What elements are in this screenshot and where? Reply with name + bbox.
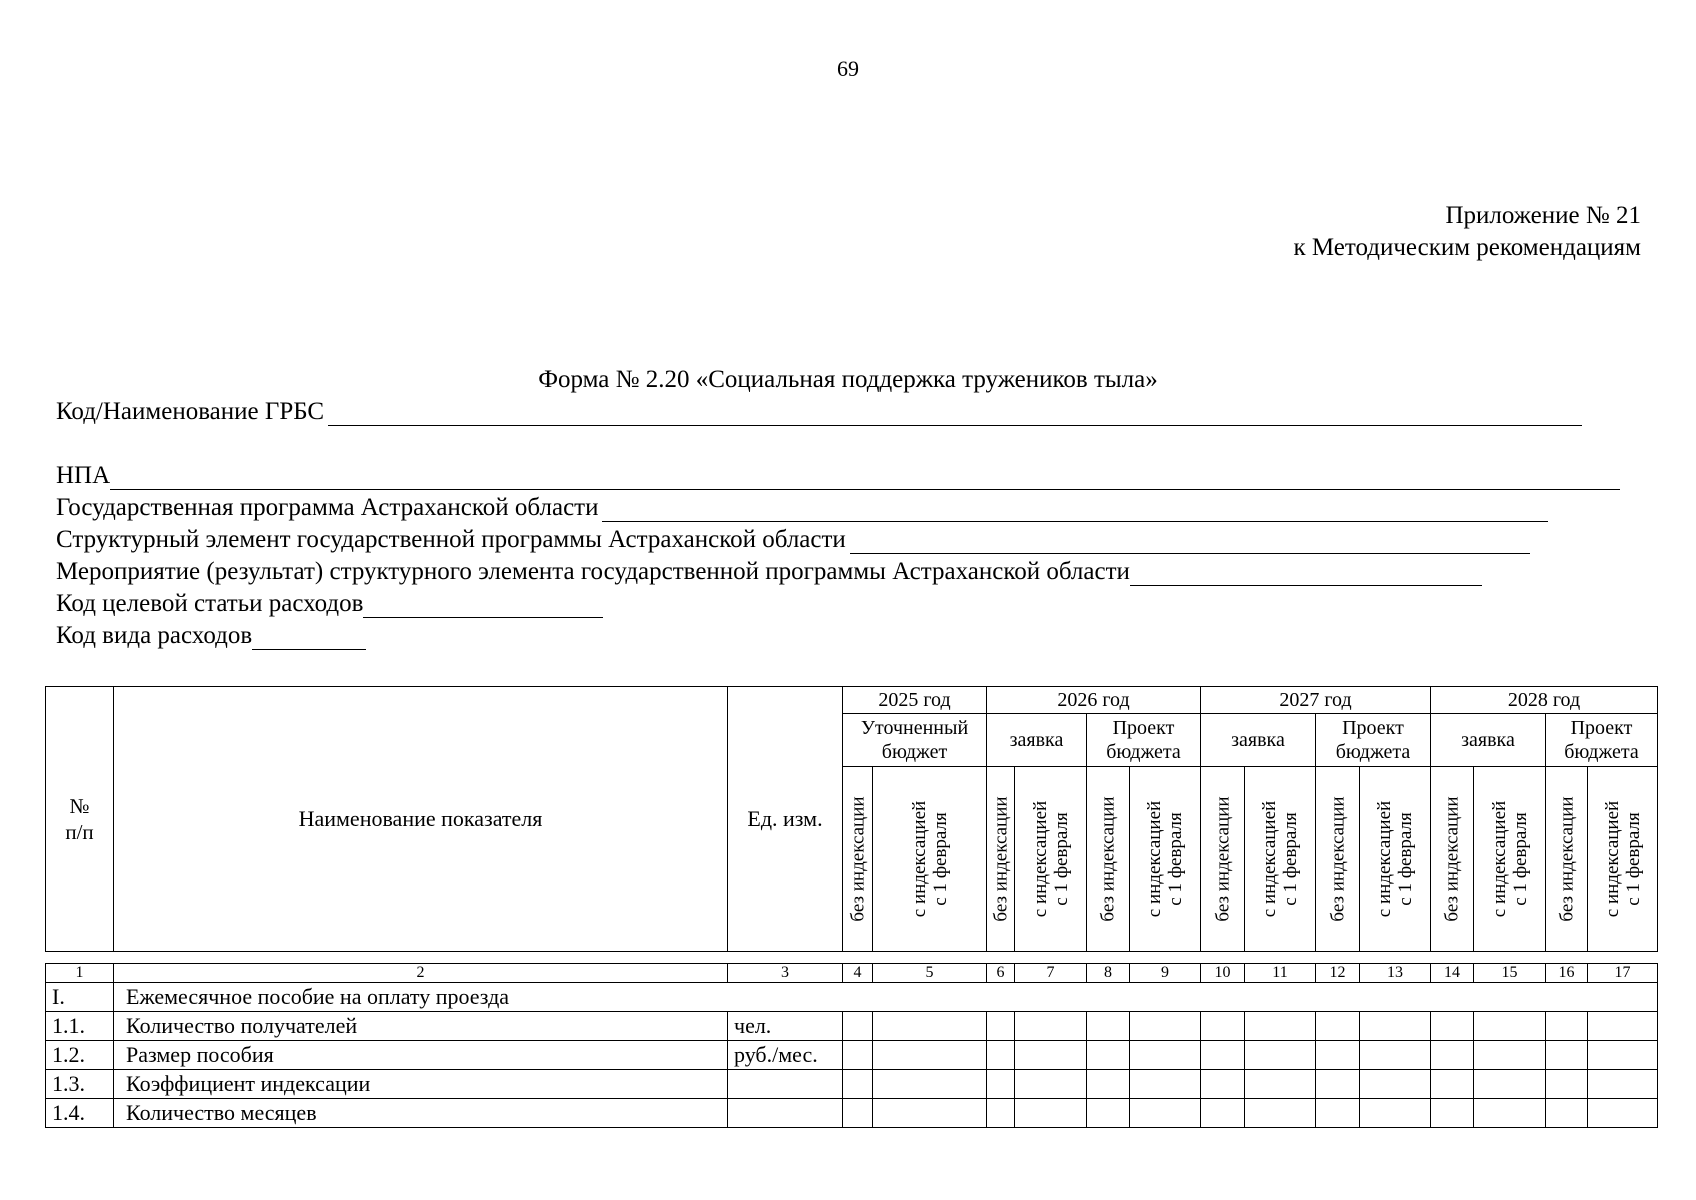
column-number: 1: [46, 964, 114, 983]
data-cell[interactable]: [1087, 1012, 1130, 1041]
field-grbs[interactable]: [56, 398, 1582, 426]
col-without-indexation: без индексации: [1087, 767, 1130, 952]
data-cell[interactable]: [1015, 1012, 1087, 1041]
column-number: 14: [1431, 964, 1474, 983]
data-cell[interactable]: [1015, 1070, 1087, 1099]
subheader-draft-budget: Проект бюджета: [1087, 714, 1201, 767]
column-number: 17: [1588, 964, 1658, 983]
column-number: 13: [1360, 964, 1431, 983]
subheader-draft-budget: Проект бюджета: [1316, 714, 1431, 767]
data-cell[interactable]: [1588, 1041, 1658, 1070]
data-cell[interactable]: [1474, 1012, 1546, 1041]
data-cell[interactable]: [1087, 1041, 1130, 1070]
field-label: Государственная программа Астраханской области: [56, 494, 599, 521]
field-state-program[interactable]: [56, 494, 1548, 522]
data-cell[interactable]: [1087, 1099, 1130, 1128]
field-structural-element[interactable]: [56, 526, 1530, 554]
data-cell[interactable]: [1316, 1099, 1360, 1128]
col-with-indexation: с индексацией с 1 февраля: [1130, 767, 1201, 952]
data-cell[interactable]: [1546, 1041, 1588, 1070]
indicators-table-header: [45, 686, 1658, 952]
data-cell[interactable]: [1588, 1012, 1658, 1041]
col-with-indexation: с индексацией с 1 февраля: [1360, 767, 1431, 952]
year-header-2027: 2027 год: [1201, 687, 1431, 714]
data-cell[interactable]: [1588, 1099, 1658, 1128]
data-cell[interactable]: [1474, 1070, 1546, 1099]
data-cell[interactable]: [1431, 1041, 1474, 1070]
data-cell[interactable]: [1360, 1012, 1431, 1041]
data-cell[interactable]: [843, 1099, 873, 1128]
field-label: Код вида расходов: [56, 622, 253, 649]
data-cell[interactable]: [1087, 1070, 1130, 1099]
data-cell[interactable]: [987, 1099, 1015, 1128]
data-cell[interactable]: [1130, 1041, 1201, 1070]
column-number: 15: [1474, 964, 1546, 983]
col-without-indexation: без индексации: [1546, 767, 1588, 952]
subheader-request: заявка: [1201, 714, 1316, 767]
data-cell[interactable]: [1015, 1041, 1087, 1070]
col-without-indexation: без индексации: [843, 767, 873, 952]
subheader-request: заявка: [1431, 714, 1546, 767]
data-cell[interactable]: [1431, 1012, 1474, 1041]
appendix-reference: к Методическим рекомендациям: [1293, 234, 1641, 261]
data-cell[interactable]: [1588, 1070, 1658, 1099]
data-cell[interactable]: [873, 1041, 987, 1070]
subheader-draft-budget: Проект бюджета: [1546, 714, 1658, 767]
data-cell[interactable]: [1201, 1099, 1245, 1128]
col-with-indexation: с индексацией с 1 февраля: [873, 767, 987, 952]
data-cell[interactable]: [1201, 1070, 1245, 1099]
field-expense-type-code[interactable]: [56, 622, 366, 650]
table-row: [46, 1099, 1658, 1128]
col-with-indexation: с индексацией с 1 февраля: [1474, 767, 1546, 952]
data-cell[interactable]: [1474, 1099, 1546, 1128]
fill-line[interactable]: [602, 499, 1548, 522]
row-unit: [728, 1099, 843, 1128]
data-cell[interactable]: [1431, 1070, 1474, 1099]
appendix-number: Приложение № 21: [1445, 202, 1641, 229]
data-cell[interactable]: [1474, 1041, 1546, 1070]
data-cell[interactable]: [873, 1099, 987, 1128]
data-cell[interactable]: [1130, 1012, 1201, 1041]
data-cell[interactable]: [873, 1070, 987, 1099]
row-unit: чел.: [728, 1012, 843, 1041]
field-label: Мероприятие (результат) структурного элемента государственной программы Астраханской области: [56, 558, 1130, 585]
fill-line[interactable]: [110, 467, 1620, 490]
data-cell[interactable]: [1546, 1012, 1588, 1041]
data-cell[interactable]: [1201, 1012, 1245, 1041]
col-with-indexation: с индексацией с 1 февраля: [1245, 767, 1316, 952]
data-cell[interactable]: [1245, 1099, 1316, 1128]
data-cell[interactable]: [987, 1070, 1015, 1099]
data-cell[interactable]: [1130, 1099, 1201, 1128]
col-without-indexation: без индексации: [1431, 767, 1474, 952]
row-number: 1.1.: [46, 1012, 114, 1041]
col-header-unit: Ед. изм.: [728, 687, 843, 952]
col-with-indexation: с индексацией с 1 февраля: [1588, 767, 1658, 952]
column-number: 7: [1015, 964, 1087, 983]
field-target-article-code[interactable]: [56, 590, 603, 618]
year-header-2028: 2028 год: [1431, 687, 1658, 714]
column-number: 10: [1201, 964, 1245, 983]
data-cell[interactable]: [1546, 1099, 1588, 1128]
fill-line[interactable]: [328, 403, 1582, 426]
indicators-table-body: [45, 963, 1658, 1128]
fill-line[interactable]: [1130, 563, 1482, 586]
field-label: НПА: [56, 462, 111, 489]
data-cell[interactable]: [1015, 1099, 1087, 1128]
data-cell[interactable]: [843, 1070, 873, 1099]
data-cell[interactable]: [1546, 1070, 1588, 1099]
year-header-2025: 2025 год: [843, 687, 987, 714]
col-without-indexation: без индексации: [987, 767, 1015, 952]
row-unit: руб./мес.: [728, 1041, 843, 1070]
column-number: 9: [1130, 964, 1201, 983]
row-number: 1.4.: [46, 1099, 114, 1128]
year-header-2026: 2026 год: [987, 687, 1201, 714]
table-row-section: [46, 983, 1658, 1012]
row-name: Ежемесячное пособие на оплату проезда: [114, 983, 1658, 1012]
fill-line[interactable]: [363, 595, 603, 618]
data-cell[interactable]: [1360, 1041, 1431, 1070]
column-number-row: [46, 964, 1658, 983]
column-number: 4: [843, 964, 873, 983]
col-with-indexation: с индексацией с 1 февраля: [1015, 767, 1087, 952]
data-cell[interactable]: [1431, 1099, 1474, 1128]
data-cell[interactable]: [1245, 1070, 1316, 1099]
data-cell[interactable]: [843, 1012, 873, 1041]
col-header-indicator-name: Наименование показателя: [114, 687, 728, 952]
data-cell[interactable]: [1245, 1041, 1316, 1070]
data-cell[interactable]: [873, 1012, 987, 1041]
subheader-refined-budget: Уточненный бюджет: [843, 714, 987, 767]
subheader-request: заявка: [987, 714, 1087, 767]
row-name: Коэффициент индексации: [114, 1070, 728, 1099]
column-number: 16: [1546, 964, 1588, 983]
fill-line[interactable]: [850, 531, 1530, 554]
column-number: 6: [987, 964, 1015, 983]
data-cell[interactable]: [1201, 1041, 1245, 1070]
field-label: Код целевой статьи расходов: [56, 590, 364, 617]
col-header-number: № п/п: [46, 687, 114, 952]
column-number: 5: [873, 964, 987, 983]
column-number: 2: [114, 964, 728, 983]
data-cell[interactable]: [1360, 1070, 1431, 1099]
column-number: 11: [1245, 964, 1316, 983]
data-cell[interactable]: [1316, 1012, 1360, 1041]
column-number: 3: [728, 964, 843, 983]
field-label: Структурный элемент государственной программы Астраханской области: [56, 526, 846, 553]
table-row: [46, 1070, 1658, 1099]
table-row: [46, 1041, 1658, 1070]
data-cell[interactable]: [987, 1012, 1015, 1041]
field-npa[interactable]: [56, 462, 1620, 490]
data-cell[interactable]: [1360, 1099, 1431, 1128]
page-number: 69: [837, 56, 859, 81]
table-row: [46, 1012, 1658, 1041]
row-number: I.: [46, 983, 114, 1012]
form-title: Форма № 2.20 «Социальная поддержка тружеников тыла»: [538, 366, 1158, 393]
data-cell[interactable]: [1245, 1012, 1316, 1041]
data-cell[interactable]: [1130, 1070, 1201, 1099]
field-label: Код/Наименование ГРБС: [56, 398, 325, 425]
data-cell[interactable]: [843, 1041, 873, 1070]
data-cell[interactable]: [1316, 1070, 1360, 1099]
row-name: Размер пособия: [114, 1041, 728, 1070]
row-number: 1.3.: [46, 1070, 114, 1099]
row-name: Количество месяцев: [114, 1099, 728, 1128]
data-cell[interactable]: [987, 1041, 1015, 1070]
fill-line[interactable]: [252, 627, 366, 650]
data-cell[interactable]: [1316, 1041, 1360, 1070]
row-number: 1.2.: [46, 1041, 114, 1070]
field-activity[interactable]: [56, 558, 1482, 586]
row-name: Количество получателей: [114, 1012, 728, 1041]
col-without-indexation: без индексации: [1201, 767, 1245, 952]
column-number: 8: [1087, 964, 1130, 983]
row-unit: [728, 1070, 843, 1099]
column-number: 12: [1316, 964, 1360, 983]
col-without-indexation: без индексации: [1316, 767, 1360, 952]
